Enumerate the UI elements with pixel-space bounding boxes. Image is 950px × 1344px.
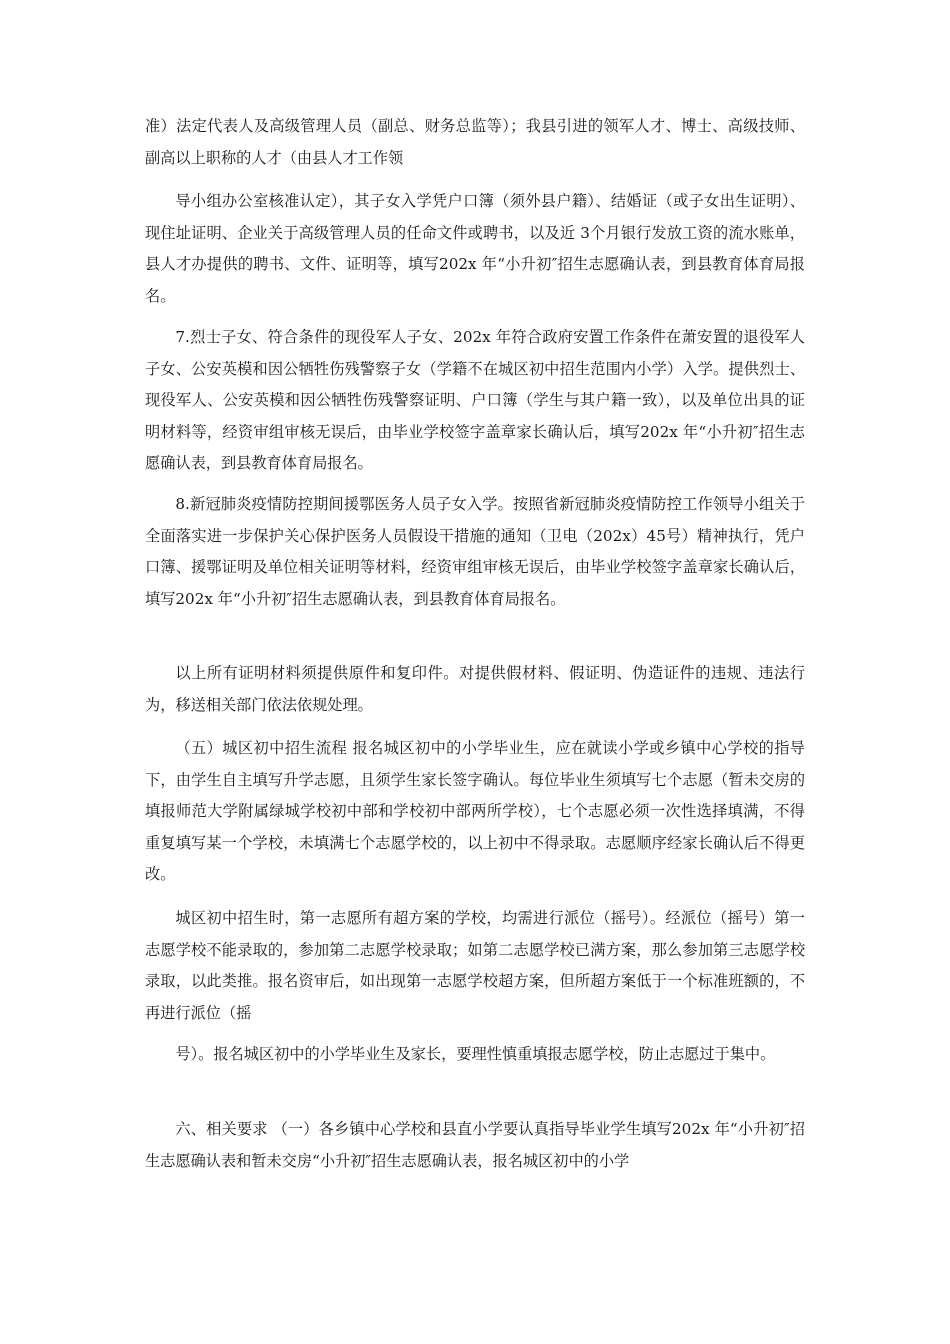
paragraph-item-8: 8.新冠肺炎疫情防控期间援鄂医务人员子女入学。按照省新冠肺炎疫情防控工作领导小组关于全面落实进一步保护关心保护医务人员假设干措施的通知（卫电（202x）45号）精神执行，凭户口簿、援鄂证明及单位相关证明等材料，经资审组审核无误后，由毕业学校签字盖章家长确认后，填写202x 年“小升初″招生志愿确认表，到县教育体育局报名。 [145, 495, 805, 608]
paragraph-item-7: 7.烈士子女、符合条件的现役军人子女、202x 年符合政府安置工作条件在萧安置的退役军人子女、公安英模和因公牺牲伤残警察子女（学籍不在城区初中招生范围内小学）入学。提供烈士、现役军人、公安英模和因公牺牲伤残警察证明、户口簿（学生与其户籍一致），以及单位出具的证明材料等，经资审组审核无误后，由毕业学校签字盖章家长确认后，填写202x 年“小升初″招生志愿确认表，到县教育体育局报名。 [145, 328, 805, 472]
paragraph-lottery-rules: 城区初中招生时，第一志愿所有超方案的学校，均需进行派位（摇号）。经派位（摇号）第一志愿学校不能录取的，参加第二志愿学校录取；如第二志愿学校已满方案，那么参加第三志愿学校录取，以此类推。报名资审后，如出现第一志愿学校超方案，但所超方案低于一个标准班额的，不再进行派位（摇 [145, 909, 805, 1022]
paragraph-talent-continued: 准）法定代表人及高级管理人员（副总、财务总监等）；我县引进的领军人才、博士、高级技师、副高以上职称的人才（由县人才工作领 [145, 117, 805, 167]
paragraph-related-requirements: 六、相关要求 （一）各乡镇中心学校和县直小学要认真指导毕业学生填写202x 年“小升初″招生志愿确认表和暂未交房“小升初″招生志愿确认表，报名城区初中的小学 [145, 1120, 805, 1170]
paragraph-admission-process: （五）城区初中招生流程 报名城区初中的小学毕业生，应在就读小学或乡镇中心学校的指导下，由学生自主填写升学志愿，且须学生家长签字确认。每位毕业生须填写七个志愿（暂未交房的填报师范大学附属绿城学校初中部和学校初中部两所学校），七个志愿必须一次性选择填满，不得重复填写某一个学校，未填满七个志愿学校的，以上初中不得录取。志愿顺序经家长确认后不得更改。 [145, 739, 805, 883]
paragraph-originals-required: 以上所有证明材料须提供原件和复印件。对提供假材料、假证明、伪造证件的违规、违法行为，移送相关部门依法依规处理。 [145, 664, 805, 714]
paragraph-lottery-rules-continued: 号）。报名城区初中的小学毕业生及家长，要理性慎重填报志愿学校，防止志愿过于集中。 [175, 1045, 776, 1063]
paragraph-talent-documents: 导小组办公室核准认定），其子女入学凭户口簿（须外县户籍）、结婚证（或子女出生证明）、现住址证明、企业关于高级管理人员的任命文件或聘书，以及近 3个月银行发放工资的流水账单，县人才办提供的聘书、文件、证明等，填写202x 年“小升初″招生志愿确认表，到县教育体育局报名。 [145, 192, 805, 305]
